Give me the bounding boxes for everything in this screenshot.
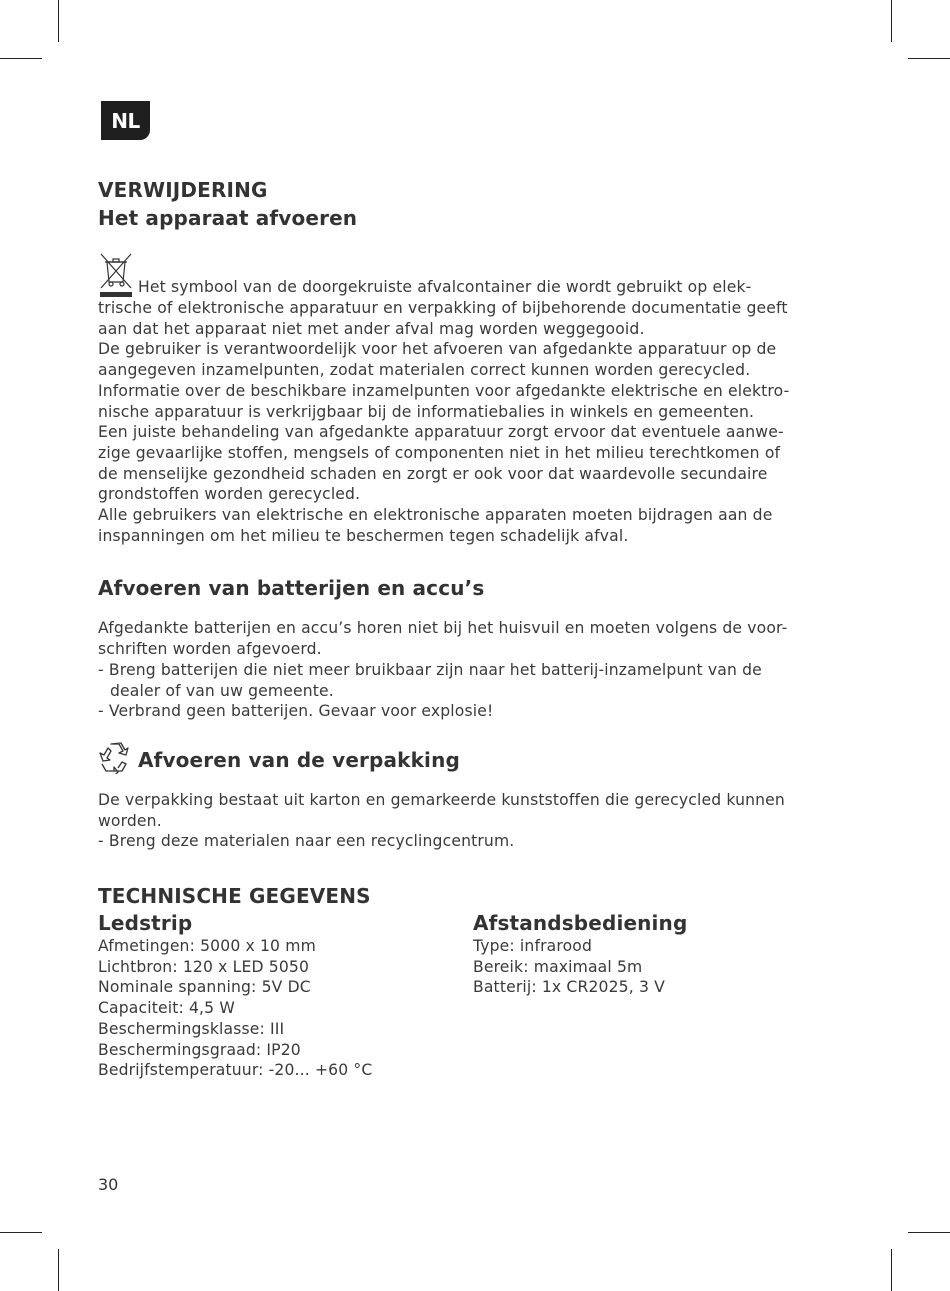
spec-line: Beschermingsklasse: III (98, 1019, 285, 1038)
text-line: Alle gebruikers van elektrische en elektronische apparaten moeten bijdragen aan de (98, 506, 773, 525)
disposal-paragraph (98, 250, 848, 546)
tech-section (98, 882, 848, 1081)
text-line: Het symbool van de doorgekruiste afvalcontainer die wordt gebruikt op elek- (138, 278, 752, 296)
text-line: nische apparatuur is verkrijgbaar bij de informatiebalies in winkels en gemeenten. (98, 402, 755, 421)
remote-title: Afstandsbediening (473, 911, 688, 936)
packaging-title: Afvoeren van de verpakking (138, 747, 460, 772)
crop-mark (891, 1249, 892, 1291)
spec-line: Capaciteit: 4,5 W (98, 999, 235, 1018)
ledstrip-title: Ledstrip (98, 911, 193, 936)
text-line: schriften worden afgevoerd. (98, 640, 322, 659)
recycle-icon (98, 740, 132, 774)
bullet-item: - Breng deze materialen naar een recyclingcentrum. (98, 832, 515, 851)
crop-mark (0, 58, 42, 59)
text-line: Een juiste behandeling van afgedankte apparatuur zorgt ervoor dat eventuele aanwe- (98, 423, 784, 442)
spec-line: Batterij: 1x CR2025, 3 V (473, 978, 665, 997)
text-line (98, 250, 848, 298)
crop-mark (58, 0, 59, 42)
text-line: trische of elektronische apparatuur en verpakking of bijbehorende documentatie geeft (98, 299, 788, 317)
text-line: Informatie over de beschikbare inzamelpunten voor afgedankte elektrische en elektro- (98, 381, 790, 400)
text-line: De gebruiker is verantwoordelijk voor het afvoeren van afgedankte apparatuur op de (98, 340, 777, 359)
tech-columns (98, 910, 848, 1081)
text-line: de menselijke gezondheid schaden en zorgt er ook voor dat waardevolle secundaire (98, 464, 768, 483)
crop-mark (908, 1232, 950, 1233)
tech-title: TECHNISCHE GEGEVENS (98, 884, 371, 909)
text-line: Afgedankte batterijen en accu’s horen niet bij het huisvuil en moeten volgens de voor- (98, 619, 788, 638)
disposal-section (98, 176, 848, 546)
spec-line: Afmetingen: 5000 x 10 mm (98, 937, 316, 956)
language-badge: NL (101, 101, 150, 140)
spec-line: Type: infrarood (473, 937, 592, 956)
packaging-heading-row (98, 740, 848, 774)
crop-mark (908, 58, 950, 59)
remote-specs (473, 910, 848, 1081)
spec-line: Bereik: maximaal 5m (473, 957, 643, 976)
text-line: inspanningen om het milieu te beschermen tegen schadelijk afval. (98, 526, 629, 545)
page-number: 30 (98, 1175, 119, 1194)
disposal-title: Het apparaat afvoeren (98, 206, 358, 230)
text-line: zige gevaarlijke stoffen, mengsels of componenten niet in het milieu terechtkomen of (98, 443, 781, 462)
text-line: De verpakking bestaat uit karton en gemarkeerde kunststoffen die gerecycled kunnen (98, 790, 785, 809)
batteries-section (98, 574, 848, 722)
text-line: worden. (98, 811, 162, 830)
text-line: aan dat het apparaat niet met ander afval mag worden weggegooid. (98, 319, 645, 338)
disposal-title-upper: VERWIJDERING (98, 178, 268, 202)
crossed-out-wheelie-bin-icon (98, 250, 134, 298)
packaging-section (98, 740, 848, 852)
crop-mark (0, 1232, 42, 1233)
bullet-item-continued: dealer of van uw gemeente. (110, 681, 334, 700)
text-line: aangegeven inzamelpunten, zodat materialen correct kunnen worden gerecycled. (98, 361, 751, 380)
bullet-item: - Verbrand geen batterijen. Gevaar voor explosie! (98, 702, 494, 721)
spec-line: Lichtbron: 120 x LED 5050 (98, 957, 310, 976)
crop-mark (891, 0, 892, 42)
spec-line: Bedrijfstemperatuur: -20... +60 °C (98, 1061, 373, 1080)
ledstrip-specs (98, 910, 473, 1081)
text-line: grondstoffen worden gerecycled. (98, 485, 361, 504)
spec-line: Nominale spanning: 5V DC (98, 978, 311, 997)
crop-mark (58, 1249, 59, 1291)
spec-line: Beschermingsgraad: IP20 (98, 1040, 301, 1059)
page-content (98, 176, 848, 1081)
bullet-item: - Breng batterijen die niet meer bruikbaar zijn naar het batterij-inzamelpunt van de (98, 660, 762, 679)
batteries-title: Afvoeren van batterijen en accu’s (98, 576, 485, 601)
